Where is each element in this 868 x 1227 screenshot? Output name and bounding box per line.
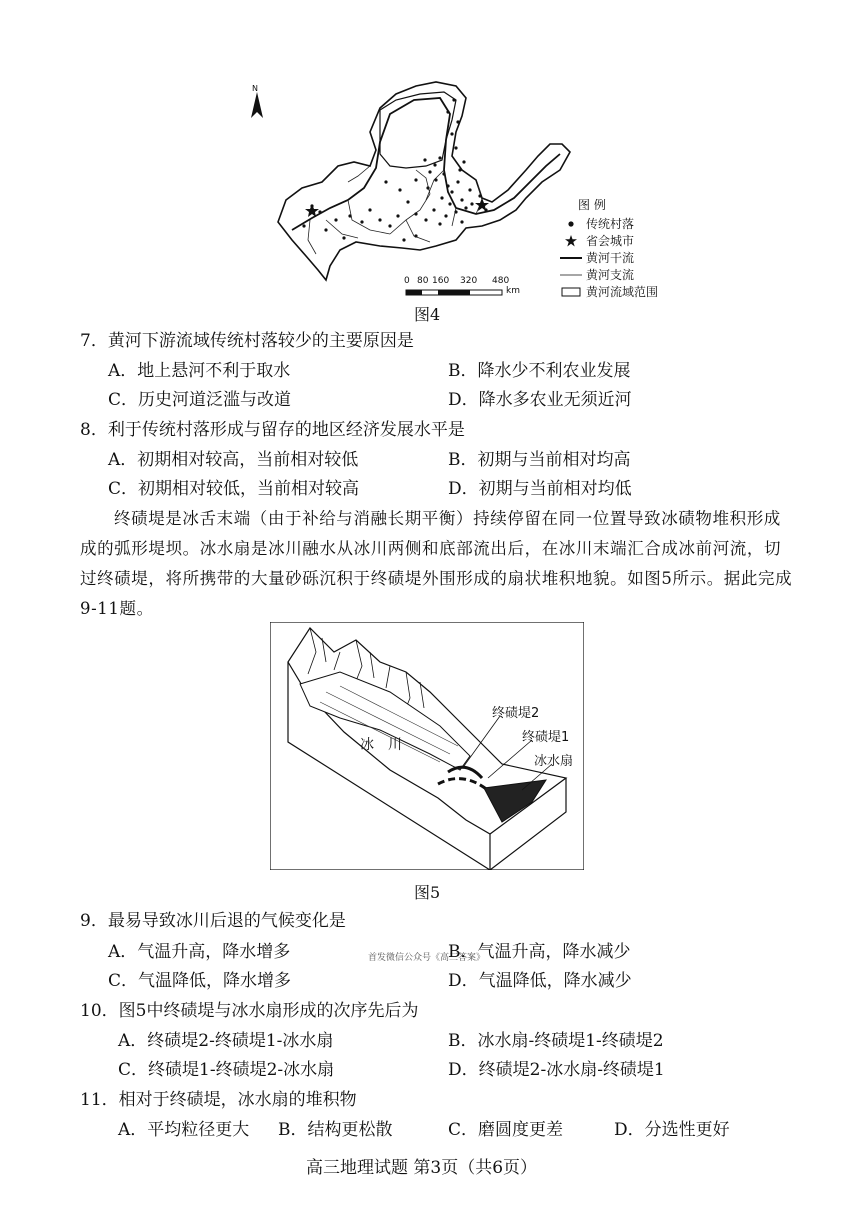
question-7-option-b[interactable]: B．降水少不利农业发展 [448,361,631,381]
question-9-option-b[interactable]: B．气温升高，降水减少 [448,942,631,962]
basin-boundary [278,82,570,280]
question-9-option-a[interactable]: A．气温升高，降水增多 [108,942,291,962]
scale-tick-80: 80 [417,276,429,286]
star-icon [558,235,584,247]
question-7-stem: 7．黄河下游流域传统村落较少的主要原因是 [80,331,414,351]
north-label: N [252,84,258,93]
question-10-stem: 10．图5中终碛堤与冰水扇形成的次序先后为 [80,1001,419,1021]
map-legend [558,196,688,300]
scale-bar [406,290,502,295]
scale-tick-320: 320 [460,276,478,286]
legend-title: 图 例 [578,198,606,212]
question-7-option-a[interactable]: A．地上悬河不利于取水 [108,361,291,381]
north-arrow-icon [251,92,263,118]
rectangle-icon [558,287,584,297]
dot-icon [558,220,584,228]
scale-tick-480: 480 [492,276,510,286]
scale-tick-160: 160 [432,276,450,286]
question-8-option-b[interactable]: B．初期与当前相对均高 [448,450,631,470]
question-11-stem: 11．相对于终碛堤，冰水扇的堆积物 [80,1090,357,1110]
thin-line-icon [558,272,584,278]
question-11-option-d[interactable]: D．分选性更好 [614,1120,730,1140]
question-8-option-c[interactable]: C．初期相对较低，当前相对较高 [108,479,360,499]
legend-row-mainstream: 黄河干流 [558,249,688,266]
question-7-option-d[interactable]: D．降水多农业无须近河 [448,390,632,410]
label-moraine-1: 终碛堤1 [522,730,570,745]
question-8-option-a[interactable]: A．初期相对较高，当前相对较低 [108,450,359,470]
figure-4 [230,70,690,310]
figure-5 [270,622,584,870]
question-10-option-a[interactable]: A．终碛堤2-终碛堤1-冰水扇 [118,1031,334,1051]
scale-unit: km [506,286,520,296]
label-outwash-fan: 冰水扇 [534,754,574,769]
legend-row-basin: 黄河流域范围 [558,283,688,300]
question-9-option-d[interactable]: D．气温降低，降水减少 [448,971,632,991]
question-10-option-c[interactable]: C．终碛堤1-终碛堤2-冰水扇 [118,1060,335,1080]
question-11-option-a[interactable]: A．平均粒径更大 [118,1120,250,1140]
legend-row-capital: 省会城市 [558,232,688,249]
passage-text: 终碛堤是冰舌末端（由于补给与消融长期平衡）持续停留在同一位置导致冰碛物堆积形成成的弧形堤坝。冰水扇是冰川融水从冰川两侧和底部流出后，在冰川末端汇合成冰前河流，切过终碛堤，将所携带的大量砂砾沉积于终碛堤外围形成的扇状堆积地貌。如图5所示。据此完成9-11题。 [80,509,793,618]
figure-5-caption: 图5 [414,883,441,902]
question-9-stem: 9．最易导致冰川后退的气候变化是 [80,911,346,931]
question-7-option-c[interactable]: C．历史河道泛滥与改道 [108,390,292,410]
glacier-block-diagram [270,622,584,870]
label-glacier: 冰 川 [360,737,402,753]
scale-tick-0: 0 [404,276,410,286]
label-moraine-2: 终碛堤2 [492,706,540,721]
question-11-option-b[interactable]: B．结构更松散 [278,1120,393,1140]
figure-4-caption: 图4 [414,305,441,324]
watermark: 首发微信公众号《高三答案》 [368,953,486,963]
question-9-option-c[interactable]: C．气温降低，降水增多 [108,971,292,991]
thick-line-icon [558,255,584,261]
legend-row-tributary: 黄河支流 [558,266,688,283]
question-11-option-c[interactable]: C．磨圆度更差 [448,1120,564,1140]
legend-row-village: 传统村落 [558,215,688,232]
question-8-option-d[interactable]: D．初期与当前相对均低 [448,479,632,499]
question-10-option-d[interactable]: D．终碛堤2-冰水扇-终碛堤1 [448,1060,665,1080]
main-stream [292,98,560,230]
question-10-option-b[interactable]: B．冰水扇-终碛堤1-终碛堤2 [448,1031,664,1051]
page-footer: 高三地理试题 第3页（共6页） [306,1158,538,1178]
question-8-stem: 8．利于传统村落形成与留存的地区经济发展水平是 [80,420,465,440]
